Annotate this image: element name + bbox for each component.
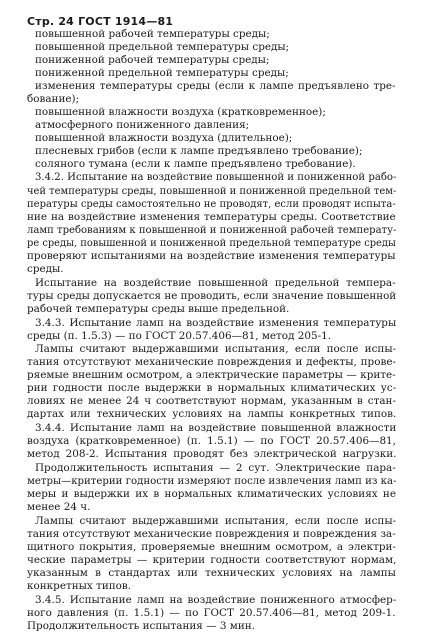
text-line: дартах или технических условиях на лампы конкретных типов. [27,408,397,420]
text-line: менее 24 ч. [27,501,91,513]
text-line: бование); [27,93,80,105]
text-line: ламп требованиям к повышенной и пониженной рабочей температу- [27,224,397,236]
text-line: тания отсутствуют механические повреждения и повреждения за- [27,528,396,540]
text-line: метод 208-2. Испытания проводят без электрической нагрузки. [27,448,397,460]
text-line: ние на воздействие изменения температуры среды. Соответствие [27,211,396,223]
text-line: атмосферного пониженного давления; [35,119,250,131]
text-line: метры—критерии годности измеряют после извлечения ламп из ка- [27,475,397,487]
text-line: соляного тумана (если к лампе предъявлено требование). [35,158,356,170]
text-line: ного давления (п. 1.5.1) — по ГОСТ 20.57.406—81, метод 209-1. [27,607,396,619]
text-line: пониженной рабочей температуры среды; [35,54,270,66]
text-line: Продолжительность испытания — 2 сут. Электрические пара- [35,462,396,474]
text-line: указанным в стандартах или технических условиях на лампы [27,567,396,579]
text-line: ческие параметры — критерии годности соответствуют нормам, [27,554,397,566]
text-line: повышенной влажности воздуха (длительное); [35,132,293,144]
text-line: ряемые внешним осмотром, а электрические параметры — крите- [27,369,396,381]
text-line: рабочей температуры среды выше предельной. [27,303,290,315]
text-line: плесневых грибов (если к лампе предъявлено требование); [35,145,363,157]
text-line: Лампы считают выдержавшими испытания, если после испы- [35,515,397,527]
text-line: среды (п. 1.5.3) — по ГОСТ 20.57.406—81, метод 205-1. [27,330,332,342]
text-line: повышенной рабочей температуры среды; [35,28,270,40]
text-line: тания отсутствуют механические повреждения и дефекты, прове- [27,356,396,368]
text-line: 3.4.3. Испытание ламп на воздействие изменения температуры [35,317,397,329]
text-line: пониженной предельной температуры среды; [35,67,289,79]
page-header: Стр. 24 ГОСТ 1914—81 [27,15,174,28]
text-line: 3.4.2. Испытание на воздействие повышенной и пониженной рабо- [35,171,397,183]
text-line: рии годности после выдержки в нормальных климатических ус- [27,382,397,394]
text-line: меры и выдержки их в нормальных климатических условиях не [27,488,396,500]
text-line: 3.4.4. Испытание ламп на воздействие повышенной влажности [35,422,397,434]
text-line: Продолжительность испытания — 3 мин. [27,620,256,632]
text-line: 3.4.5. Испытание ламп на воздействие пониженного атмосфер- [35,594,397,606]
text-line: ре среды, повышенной и пониженной предельной температуре среды [27,237,396,249]
text-line: проверяют испытаниями на воздействие изменения температуры [27,250,396,262]
text-line: щитного покрытия, проверяемые внешним осмотром, а электри- [27,541,396,553]
text-line: пературы среды самостоятельно не проводят, если проводят испыта- [27,198,396,210]
text-line: повышенной влажности воздуха (кратковременное); [35,106,326,118]
text-line: воздуха (кратковременное) (п. 1.5.1) — по ГОСТ 20.57.406—81, [27,435,396,447]
text-line: Испытание на воздействие повышенной предельной темпера- [35,277,396,289]
text-line: ловиях не менее 24 ч соответствуют нормам, указанным в стан- [27,395,396,407]
text-line: Лампы считают выдержавшими испытания, если после испы- [35,343,397,355]
text-line: туры среды допускается не проводить, если значение повышенной [27,290,397,302]
text-line: среды. [27,263,64,275]
text-line: изменения температуры среды (если к лампе предъявлено тре- [35,80,396,92]
text-line: чей температуры среды, повышенной и пониженной предельной тем- [27,185,397,197]
text-line: повышенной предельной температуры среды; [35,41,290,53]
text-line: конкретных типов. [27,580,132,592]
